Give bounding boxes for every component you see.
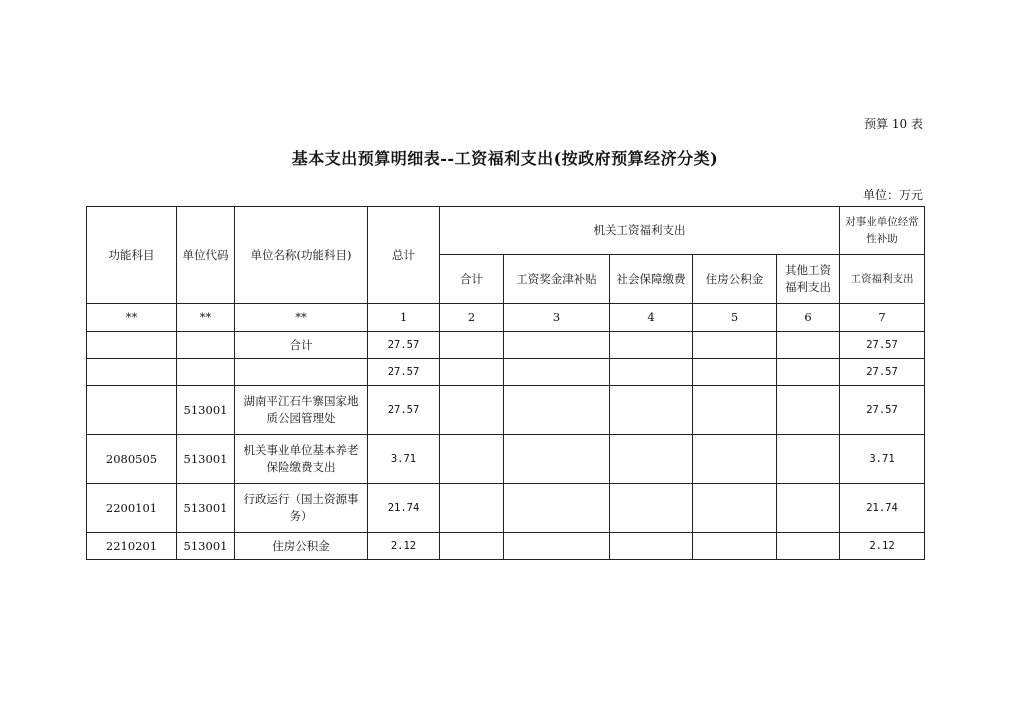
social-cell: [610, 484, 693, 533]
unit-code-cell: 513001: [177, 484, 235, 533]
unit-name-cell: 机关事业单位基本养老保险缴费支出: [235, 435, 368, 484]
header-sub-subsidy-wages: 工资福利支出: [840, 255, 925, 304]
index-cell: 5: [693, 304, 777, 332]
header-sub-other: 其他工资福利支出: [777, 255, 840, 304]
housing-cell: [693, 484, 777, 533]
header-func-subject: 功能科目: [87, 207, 177, 304]
unit-name-cell: 合计: [235, 332, 368, 359]
subsidy-wages-cell: 2.12: [840, 533, 925, 560]
other-cell: [777, 533, 840, 560]
sub-total-cell: [440, 533, 504, 560]
index-cell: **: [87, 304, 177, 332]
subsidy-wages-cell: 3.71: [840, 435, 925, 484]
unit-name-cell: 湖南平江石牛寨国家地质公园管理处: [235, 386, 368, 435]
total-cell: 27.57: [368, 332, 440, 359]
other-cell: [777, 332, 840, 359]
unit-code-cell: 513001: [177, 533, 235, 560]
unit-code-cell: [177, 332, 235, 359]
table-row: [87, 435, 925, 484]
index-cell: 1: [368, 304, 440, 332]
header-unit-code: 单位代码: [177, 207, 235, 304]
wages-cell: [504, 533, 610, 560]
table-row: [87, 533, 925, 560]
header-unit-name: 单位名称(功能科目): [235, 207, 368, 304]
func-subject-cell: 2210201: [87, 533, 177, 560]
wages-cell: [504, 386, 610, 435]
index-cell: 7: [840, 304, 925, 332]
other-cell: [777, 484, 840, 533]
total-cell: 2.12: [368, 533, 440, 560]
wages-cell: [504, 484, 610, 533]
unit-name-cell: 住房公积金: [235, 533, 368, 560]
header-row-1: [87, 207, 925, 255]
sub-total-cell: [440, 359, 504, 386]
func-subject-cell: 2080505: [87, 435, 177, 484]
func-subject-cell: [87, 359, 177, 386]
header-agency-group: 机关工资福利支出: [440, 207, 840, 255]
subsidy-wages-cell: 21.74: [840, 484, 925, 533]
index-cell: 2: [440, 304, 504, 332]
other-cell: [777, 386, 840, 435]
sub-total-cell: [440, 484, 504, 533]
total-cell: 27.57: [368, 359, 440, 386]
sub-total-cell: [440, 332, 504, 359]
social-cell: [610, 359, 693, 386]
budget-table: [86, 206, 925, 560]
total-cell: 3.71: [368, 435, 440, 484]
other-cell: [777, 435, 840, 484]
sub-total-cell: [440, 435, 504, 484]
other-cell: [777, 359, 840, 386]
wages-cell: [504, 359, 610, 386]
housing-cell: [693, 386, 777, 435]
housing-cell: [693, 359, 777, 386]
housing-cell: [693, 533, 777, 560]
total-cell: 27.57: [368, 386, 440, 435]
header-subsidy-group: 对事业单位经常性补助: [840, 207, 925, 255]
index-cell: 3: [504, 304, 610, 332]
total-cell: 21.74: [368, 484, 440, 533]
wages-cell: [504, 435, 610, 484]
func-subject-cell: [87, 332, 177, 359]
wages-cell: [504, 332, 610, 359]
unit-code-cell: 513001: [177, 386, 235, 435]
unit-label: 单位：万元: [862, 188, 923, 202]
header-sub-total: 合计: [440, 255, 504, 304]
subsidy-wages-cell: 27.57: [840, 386, 925, 435]
social-cell: [610, 533, 693, 560]
table-row: [87, 332, 925, 359]
header-sub-social: 社会保障缴费: [610, 255, 693, 304]
header-sub-wages: 工资奖金津补贴: [504, 255, 610, 304]
housing-cell: [693, 332, 777, 359]
header-sub-housing: 住房公积金: [693, 255, 777, 304]
table-row: [87, 359, 925, 386]
unit-code-cell: [177, 359, 235, 386]
unit-name-cell: 行政运行（国土资源事务）: [235, 484, 368, 533]
func-subject-cell: 2200101: [87, 484, 177, 533]
func-subject-cell: [87, 386, 177, 435]
social-cell: [610, 332, 693, 359]
index-row: [87, 304, 925, 332]
subsidy-wages-cell: 27.57: [840, 332, 925, 359]
sub-total-cell: [440, 386, 504, 435]
index-cell: 4: [610, 304, 693, 332]
social-cell: [610, 435, 693, 484]
form-number: 预算 10 表: [864, 117, 923, 131]
table-row: [87, 484, 925, 533]
social-cell: [610, 386, 693, 435]
index-cell: **: [235, 304, 368, 332]
page-title: 基本支出预算明细表--工资福利支出(按政府预算经济分类): [291, 149, 719, 168]
unit-name-cell: [235, 359, 368, 386]
housing-cell: [693, 435, 777, 484]
header-total: 总计: [368, 207, 440, 304]
unit-code-cell: 513001: [177, 435, 235, 484]
index-cell: **: [177, 304, 235, 332]
index-cell: 6: [777, 304, 840, 332]
table-row: [87, 386, 925, 435]
subsidy-wages-cell: 27.57: [840, 359, 925, 386]
